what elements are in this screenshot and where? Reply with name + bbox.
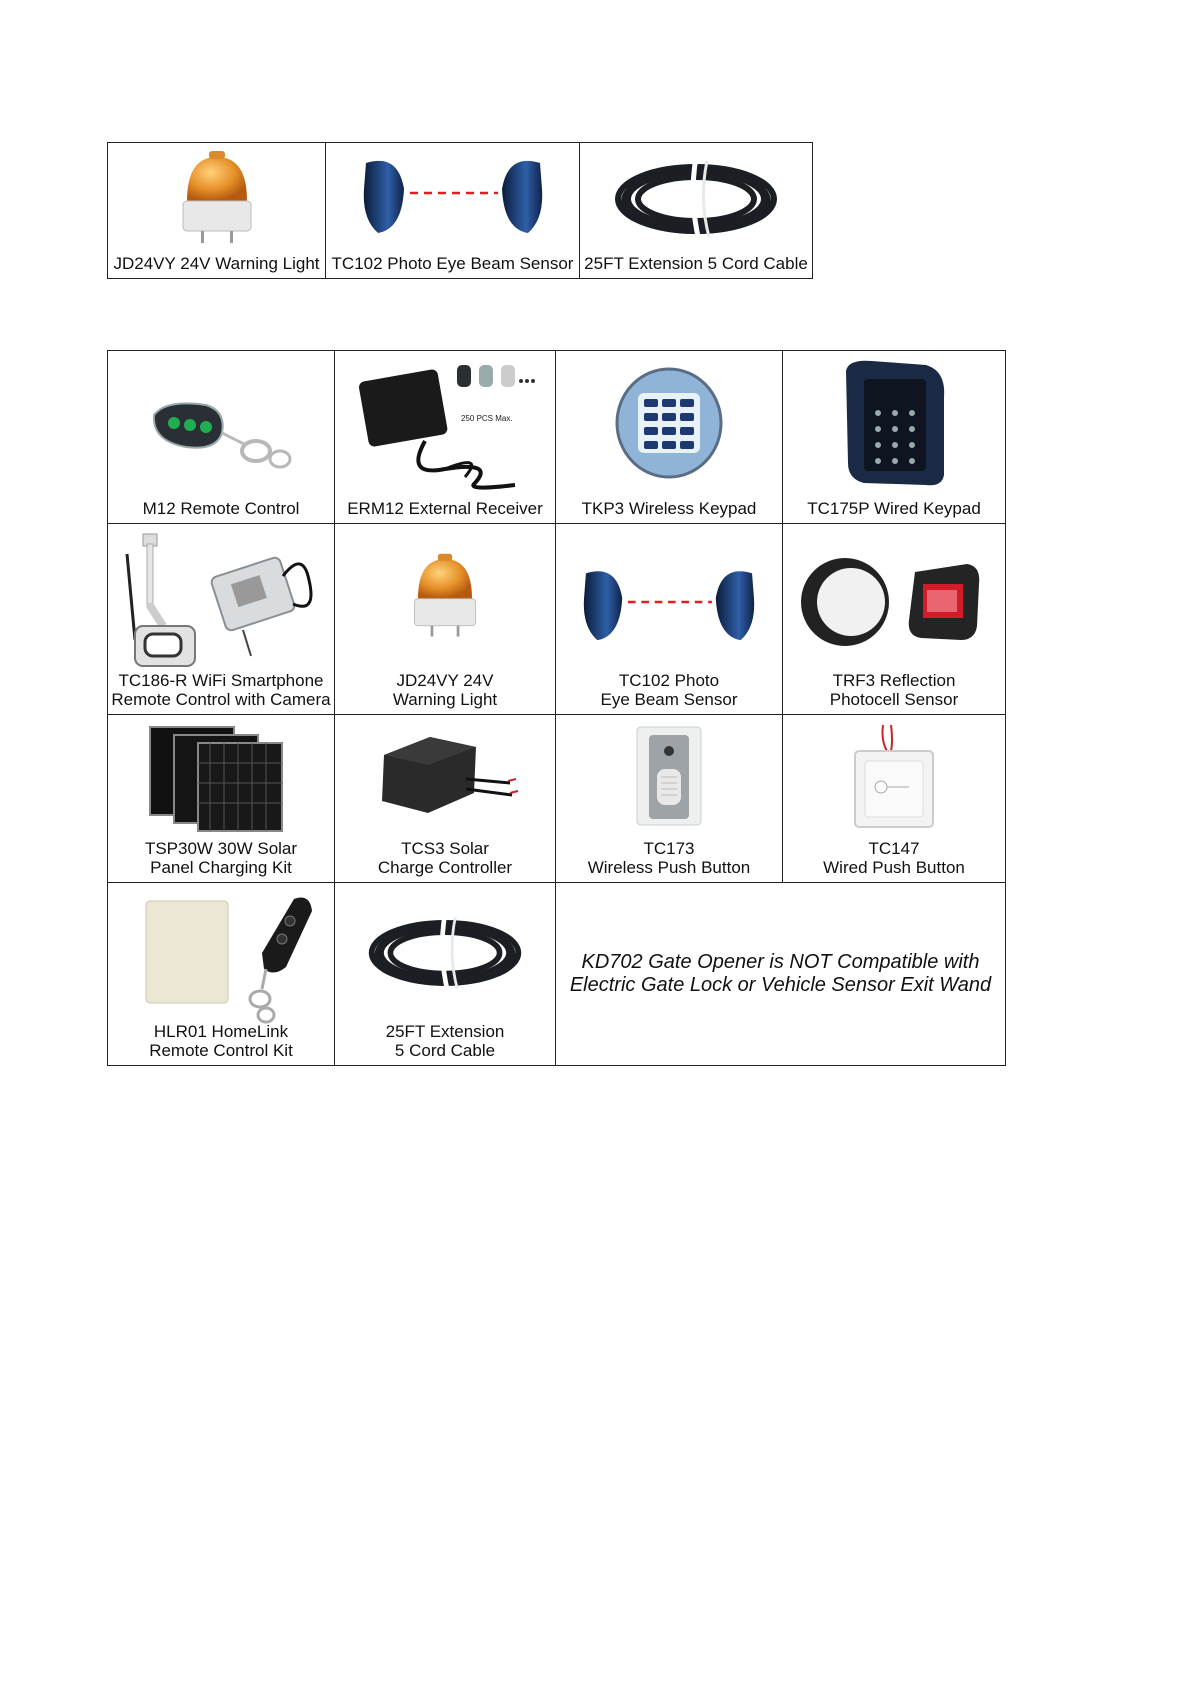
label-hlr01-homelink: HLR01 HomeLink Remote Control Kit — [149, 1022, 293, 1060]
top-cell-photo-eye — [326, 143, 580, 279]
extension-cable-icon — [365, 903, 525, 999]
table-row — [108, 883, 1006, 1066]
cell-hlr01-homelink — [108, 883, 335, 1066]
cell-tc102-sensor — [556, 524, 783, 715]
top-cell-cable — [580, 143, 813, 279]
photo-eye-sensor-icon — [571, 560, 767, 644]
wireless-push-button-icon — [629, 723, 709, 829]
label-tc175p-keypad: TC175P Wired Keypad — [807, 499, 981, 518]
wifi-camera-icon — [113, 530, 329, 670]
label-tcs3-controller: TCS3 Solar Charge Controller — [377, 839, 513, 877]
wired-keypad-icon — [838, 357, 950, 489]
cell-tc175p-keypad — [783, 351, 1006, 524]
label-erm12-receiver: ERM12 External Receiver — [347, 499, 543, 518]
table-row — [108, 351, 1006, 524]
label-tc147-button: TC147 Wired Push Button — [823, 839, 965, 877]
svg-text:.: . — [420, 754, 422, 761]
label-tc173-button: TC173 Wireless Push Button — [587, 839, 751, 877]
table-row — [108, 715, 1006, 883]
receiver-capacity-text: 250 PCS Max. — [461, 414, 513, 423]
cell-extension-cable — [335, 883, 556, 1066]
remote-control-icon — [146, 389, 296, 471]
label-tc186r-camera: TC186-R WiFi Smartphone Remote Control with Camera — [111, 671, 331, 709]
cell-trf3-sensor — [783, 524, 1006, 715]
warning-light-icon — [409, 546, 481, 646]
reflection-sensor-icon — [799, 554, 989, 650]
photo-eye-sensor-icon — [358, 149, 548, 237]
label-m12-remote: M12 Remote Control — [142, 499, 300, 518]
cell-tc147-button — [783, 715, 1006, 883]
top-label-photo-eye: TC102 Photo Eye Beam Sensor — [331, 254, 574, 273]
homelink-kit-icon — [126, 893, 316, 1025]
main-accessories-table — [107, 350, 1006, 1066]
external-receiver-icon — [345, 357, 545, 497]
solar-panel-icon — [146, 723, 296, 835]
cell-jd24vy-light — [335, 524, 556, 715]
top-cell-warning-light — [108, 143, 326, 279]
label-tsp30w-solar: TSP30W 30W Solar Panel Charging Kit — [144, 839, 298, 877]
cell-tsp30w-solar — [108, 715, 335, 883]
cell-tc173-button — [556, 715, 783, 883]
label-trf3-sensor: TRF3 Reflection Photocell Sensor — [829, 671, 959, 709]
compatibility-note — [556, 883, 1006, 1066]
note-line2: Electric Gate Lock or Vehicle Sensor Exit Wand — [569, 974, 992, 996]
cell-m12-remote — [108, 351, 335, 524]
label-tkp3-keypad: TKP3 Wireless Keypad — [581, 499, 757, 518]
cell-tc186r-camera — [108, 524, 335, 715]
top-accessories-table — [107, 142, 813, 279]
charge-controller-icon — [370, 729, 520, 825]
extension-cable-icon — [611, 149, 781, 245]
table-row — [108, 524, 1006, 715]
cell-tcs3-controller — [335, 715, 556, 883]
warning-light-icon — [177, 149, 257, 247]
label-tc102-sensor: TC102 Photo Eye Beam Sensor — [600, 671, 738, 709]
note-line1: KD702 Gate Opener is NOT Compatible with — [581, 951, 980, 973]
wireless-keypad-icon — [614, 367, 724, 479]
top-label-cable: 25FT Extension 5 Cord Cable — [584, 254, 808, 273]
label-extension-cable: 25FT Extension 5 Cord Cable — [385, 1022, 505, 1060]
top-label-warning-light: JD24VY 24V Warning Light — [113, 254, 320, 273]
label-jd24vy-light: JD24VY 24V Warning Light — [392, 671, 498, 709]
cell-tkp3-keypad — [556, 351, 783, 524]
wired-push-button-icon — [851, 721, 937, 829]
cell-erm12-receiver — [335, 351, 556, 524]
